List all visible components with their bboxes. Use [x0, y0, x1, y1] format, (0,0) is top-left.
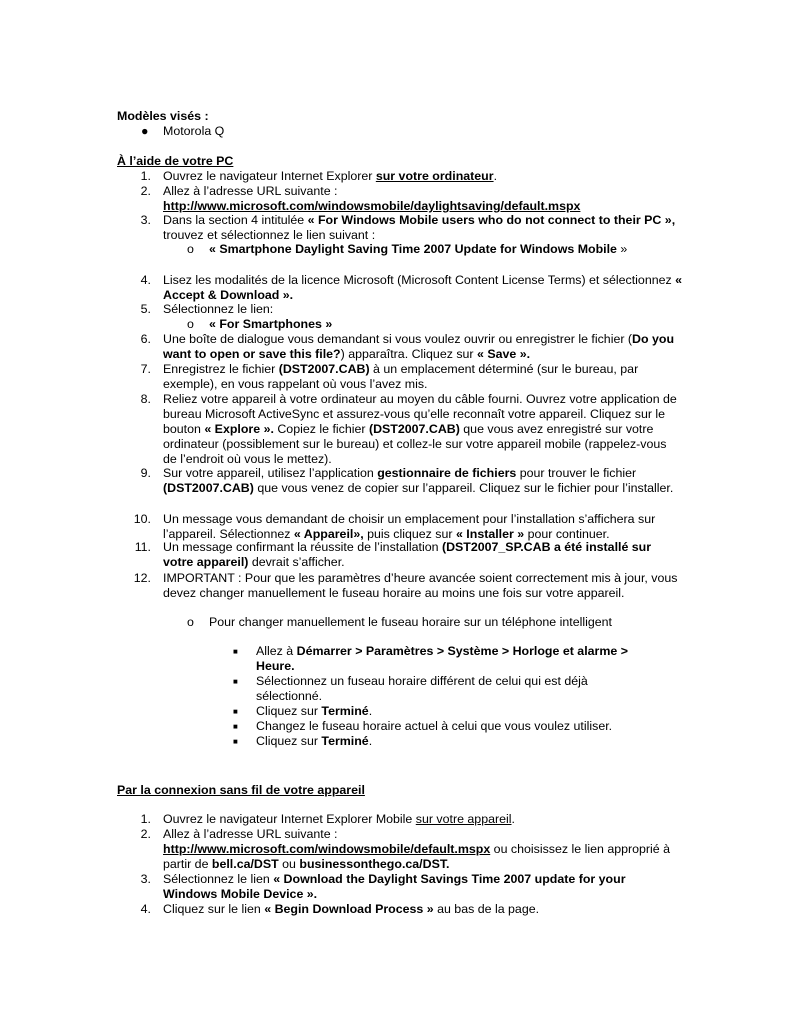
step-number: 2. [140, 827, 151, 841]
step-text: Reliez votre appareil à votre ordinateur au moyen du câble fourni. Ouvrez votre application de bureau Microsoft ActiveSync et assurez-vous qu’elle reconnaît votre appareil. Cliquez sur le bouton « Explore ». Copiez le fichier (DST2007.CAB) que vous avez enregistré sur votre ordinateur (possiblement sur le bureau) et collez-le sur votre appareil mobile (rappelez-vous de l’endroit où vous le mettez). [163, 392, 677, 466]
step-text: Enregistrez le fichier (DST2007.CAB) à un emplacement déterminé (sur le bureau, par exemple), en vous rappelant où vous l’avez mis. [163, 362, 639, 391]
step-text: Allez à l’adresse URL suivante : http://www.microsoft.com/windowsmobile/default.mspx ou choisissez le lien approprié à partir de bell.ca/DST ou businessonthego.ca/DST. [163, 827, 671, 871]
sub-item-text: « For Smartphones » [209, 317, 333, 331]
models-heading: Modèles visés : [117, 109, 209, 123]
sub-bullet-marker: o [187, 615, 194, 629]
step-text: Cliquez sur le lien « Begin Download Process » au bas de la page. [163, 902, 540, 916]
step-text: Une boîte de dialogue vous demandant si vous voulez ouvrir ou enregistrer le fichier (Do you want to open or save this file?) apparaîtra. Cliquez sur « Save ». [163, 332, 675, 361]
sub-item-text: « Smartphone Daylight Saving Time 2007 Update for Windows Mobile » [209, 242, 628, 256]
step-text: Allez à l’adresse URL suivante : http://www.microsoft.com/windowsmobile/daylightsaving/default.mspx [163, 184, 581, 213]
square-bullet-icon: ■ [233, 707, 238, 716]
square-bullet-icon: ■ [233, 677, 238, 686]
bullet-dot: ● [141, 124, 149, 138]
step-number: 7. [140, 362, 151, 376]
step-number: 4. [140, 273, 151, 287]
step-text: Sélectionnez le lien « Download the Daylight Savings Time 2007 update for your Windows Mobile Device ». [163, 872, 626, 901]
square-bullet-icon: ■ [233, 647, 238, 656]
step-number: 11. [134, 540, 151, 554]
section-heading-wireless: Par la connexion sans fil de votre appareil [117, 783, 365, 797]
step-number: 1. [140, 812, 151, 826]
step-number: 1. [140, 169, 151, 183]
step-text: Un message confirmant la réussite de l’installation (DST2007_SP.CAB a été installé sur votre appareil) devrait s’afficher. [163, 540, 652, 569]
step-text: Ouvrez le navigateur Internet Explorer Mobile sur votre appareil. [163, 812, 515, 826]
step-number: 10. [133, 512, 151, 526]
step-number: 3. [140, 872, 151, 886]
step-text: Ouvrez le navigateur Internet Explorer sur votre ordinateur. [163, 169, 498, 183]
step-number: 4. [140, 902, 151, 916]
step-text: Un message vous demandant de choisir un emplacement pour l’installation s’affichera sur l’appareil. Sélectionnez « Appareil», puis cliquez sur « Installer » pour continuer. [163, 512, 656, 541]
sub-bullet-marker: o [187, 317, 194, 331]
step-text: Dans la section 4 intitulée « For Windows Mobile users who do not connect to their PC », trouvez et sélectionnez le lien suivant : [163, 213, 676, 242]
model-item: Motorola Q [163, 124, 225, 138]
step-text: Sélectionnez le lien: [163, 302, 274, 316]
sub-item-text: Pour changer manuellement le fuseau horaire sur un téléphone intelligent [209, 615, 612, 629]
square-bullet-icon: ■ [233, 722, 238, 731]
square-bullet-icon: ■ [233, 737, 238, 746]
step-text: IMPORTANT : Pour que les paramètres d’heure avancée soient correctement mis à jour, vous devez changer manuellement le fuseau horaire au moins une fois sur votre appareil. [163, 571, 678, 600]
section-heading-pc: À l’aide de votre PC [117, 154, 234, 168]
step-number: 9. [140, 466, 151, 480]
bullet-item-text: Changez le fuseau horaire actuel à celui que vous voulez utiliser. [256, 719, 613, 733]
step-number: 6. [140, 332, 151, 346]
step-text: Lisez les modalités de la licence Microsoft (Microsoft Content License Terms) et sélectionnez « Accept & Download ». [163, 273, 683, 302]
step-number: 8. [140, 392, 151, 406]
step-number: 12. [133, 571, 151, 585]
step-number: 2. [140, 184, 151, 198]
step-text: Sur votre appareil, utilisez l’application gestionnaire de fichiers pour trouver le fichier (DST2007.CAB) que vous venez de copier sur l’appareil. Cliquez sur le fichier pour l’installer. [163, 466, 674, 495]
bullet-item-text: Cliquez sur Terminé. [256, 734, 373, 748]
sub-bullet-marker: o [187, 242, 194, 256]
bullet-item-text: Cliquez sur Terminé. [256, 704, 373, 718]
bullet-item-text: Allez à Démarrer > Paramètres > Système > Horloge et alarme > Heure. [256, 644, 628, 673]
step-number: 3. [140, 213, 151, 227]
step-number: 5. [140, 302, 151, 316]
bullet-item-text: Sélectionnez un fuseau horaire différent de celui qui est déjà sélectionné. [256, 674, 588, 703]
